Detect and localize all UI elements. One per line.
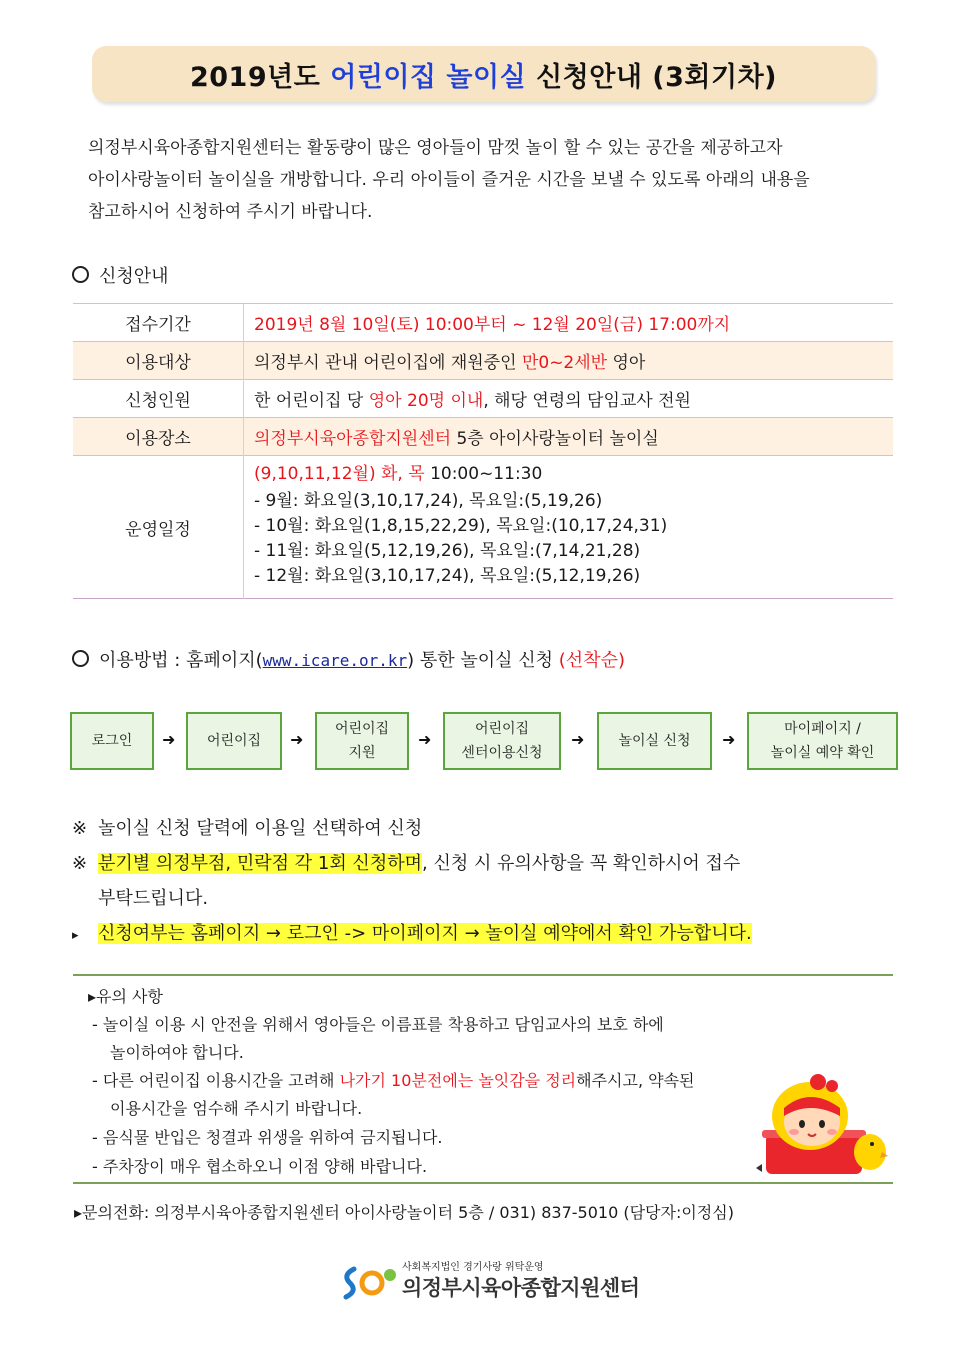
caution-item-1-cont: 놀이하여야 합니다. [110,1043,244,1062]
footer-center-name: 의정부시육아종합지원센터 [402,1276,640,1300]
label-members: 신청인원 [73,380,244,418]
arrow-right-icon: ➜ [571,730,585,749]
flow-step-daycare: 어린이집 [186,712,282,770]
schedule-head: (9,10,11,12월) 화, 목 10:00~11:30 [254,464,543,484]
circle-bullet-icon [72,650,89,667]
title-playroom: 놀이실 [446,61,527,93]
caution-item-4: - 주차장이 매우 협소하오니 이점 양해 바랍니다. [92,1157,428,1176]
schedule-sep: - 9월: 화요일(3,10,17,24), 목요일:(5,19,26) [254,491,603,511]
arrow-right-icon: ➜ [722,730,736,749]
flow-step-playroom-apply: 놀이실 신청 [597,712,712,770]
label-schedule: 운영일정 [73,456,244,599]
value-schedule [244,456,894,599]
flow-step-support: 어린이집 지원 [315,712,409,770]
arrow-right-icon: ➜ [418,730,432,749]
schedule-oct: - 10월: 화요일(1,8,15,22,29), 목요일:(10,17,24,31) [254,516,668,536]
contact-line: ▸문의전화: 의정부시육아종합지원센터 아이사랑놀이터 5층 / 031) 837-5010 (담당자:이정심) [74,1203,734,1222]
note-check: ▸ 신청여부는 홈페이지 → 로그인 -> 마이페이지 → 놀이실 예약에서 확인 가능합니다. [72,923,752,944]
table-row-target [73,342,893,380]
intro-line-2: 아이사랑놀이터 놀이실을 개방합니다. 우리 아이들이 즐거운 시간을 보낼 수 있도록 아래의 내용을 [88,170,810,190]
caution-top-rule [73,974,893,976]
section-usage-heading: 이용방법 : 홈페이지(www.icare.or.kr) 통한 놀이실 신청 (선착순) [72,646,625,672]
intro-line-1: 의정부시육아종합지원센터는 활동량이 많은 영아들이 맘껏 놀이 할 수 있는 공간을 제공하고자 [88,138,783,158]
note-quarterly-cont: 부탁드립니다. [98,888,209,909]
value-members: 한 어린이집 당 영아 20명 이내, 해당 연령의 담임교사 전원 [254,391,691,411]
caution-bottom-rule [73,1182,893,1184]
value-period: 2019년 8월 10일(토) 10:00부터 ~ 12월 20일(금) 17:00까지 [254,315,731,335]
caution-item-2-cont: 이용시간을 엄수해 주시기 바랍니다. [110,1099,363,1118]
title-rest: 신청안내 (3회기차) [526,61,778,93]
table-row-members [73,380,893,418]
flow-step-center-apply: 어린이집 센터이용신청 [443,712,561,770]
schedule-dec: - 12월: 화요일(3,10,17,24), 목요일:(5,12,19,26) [254,566,641,586]
value-target: 의정부시 관내 어린이집에 재원중인 만0~2세반 영아 [244,342,894,380]
table-row-place [73,418,893,456]
section-apply-info-heading: 신청안내 [72,262,169,288]
flow-step-login: 로그인 [70,712,154,770]
table-row-period [73,304,893,342]
info-table [73,303,893,599]
footer-subtitle: 사회복지법인 경기사랑 위탁운영 [402,1262,544,1273]
caution-item-3: - 음식물 반입은 청결과 위생을 위하여 금지됩니다. [92,1128,443,1147]
label-target: 이용대상 [73,342,244,380]
triangle-bullet-icon: ▸ [72,928,79,943]
caution-item-1: - 놀이실 이용 시 안전을 위해서 영아들은 이름표를 착용하고 담임교사의 보호 하에 [92,1015,664,1034]
schedule-nov: - 11월: 화요일(5,12,19,26), 목요일:(7,14,21,28) [254,541,641,561]
homepage-link[interactable]: www.icare.or.kr [262,651,408,670]
label-place: 이용장소 [73,418,244,456]
table-row-schedule [73,456,893,599]
note-quarterly: ※ 분기별 의정부점, 민락점 각 1회 신청하며, 신청 시 유의사항을 꼭 확인하시어 접수 [72,853,741,874]
note-calendar: ※ 놀이실 신청 달력에 이용일 선택하여 신청 [72,818,423,839]
arrow-right-icon: ➜ [290,730,304,749]
title-year: 2019년도 [189,61,331,93]
caution-item-2: - 다른 어린이집 이용시간을 고려해 나가기 10분전에는 놀잇감을 정리해주시고, 약속된 [92,1071,695,1090]
arrow-right-icon: ➜ [162,730,176,749]
page-title [92,46,875,102]
child-illustration [748,1072,890,1180]
reference-mark-icon: ※ [72,853,88,874]
reference-mark-icon: ※ [72,818,88,839]
intro-line-3: 참고하시어 신청하여 주시기 바랍니다. [88,202,373,222]
value-place: 의정부시육아종합지원센터 5층 아이사랑놀이터 놀이실 [244,418,894,456]
label-period: 접수기간 [73,304,244,342]
circle-bullet-icon [72,266,89,283]
caution-heading: ▸유의 사항 [88,987,163,1006]
title-daycare: 어린이집 [330,61,437,93]
flow-step-mypage: 마이페이지 / 놀이실 예약 확인 [747,712,898,770]
